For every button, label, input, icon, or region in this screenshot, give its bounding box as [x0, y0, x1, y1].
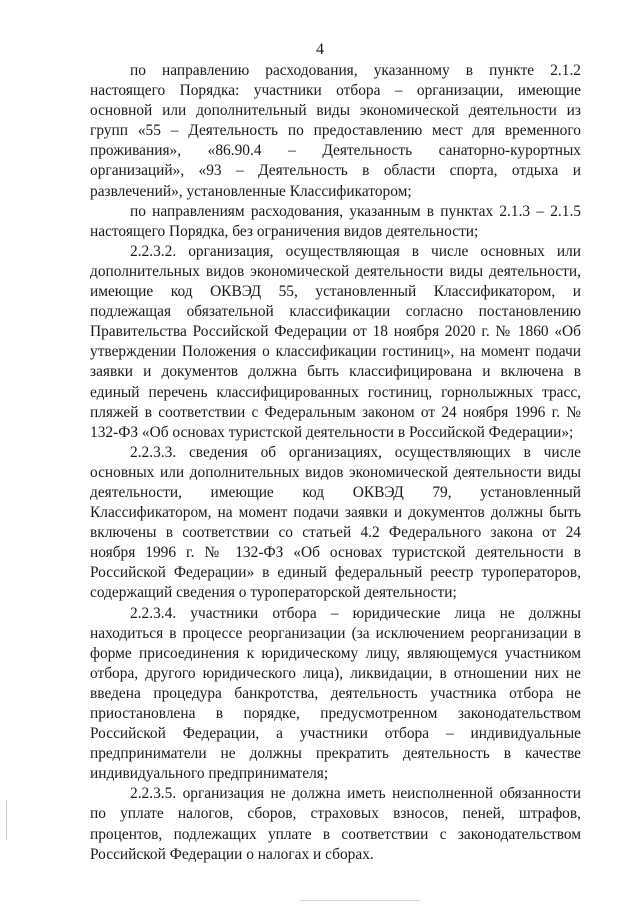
paragraph-2-2-3-2: 2.2.3.2. организация, осуществляющая в числе основных или дополнительных видов экономической деятельности виды деятельности, имеющие код ОКВЭД 55, установленный Классификатором, и подлежащая обязательной классификации согласно постановлению Правительства Российской Федерации от 18 ноября 2020 г. № 1860 «Об утверждении Положения о классификации гостиниц», на момент подачи заявки и документов должна быть классифицирована и включена в единый перечень классифицированных гостиниц, горнолыжных трасс, пляжей в соответствии с Федеральным законом от 24 ноября 1996 г. № 132-ФЗ «Об основах туристской деятельности в Российской Федерации»; — [90, 242, 581, 441]
paragraph-2-2-3-4: 2.2.3.4. участники отбора – юридические лица не должны находиться в процессе реорганизации (за исключением реорганизации в форме присоединения к юридическому лицу, являющемуся участником отбора, другого юридического лица), ликвидации, в отношении них не введена процедура банкротства, деятельность участника отбора не приостановлена в порядке, предусмотренном законодательством Российской Федерации, а участники отбора – индивидуальные предприниматели не должны прекратить деятельность в качестве индивидуального предпринимателя; — [90, 604, 581, 783]
scan-edge-mark — [6, 800, 7, 840]
paragraph-2-2-3-5: 2.2.3.5. организация не должна иметь неисполненной обязанности по уплате налогов, сборов, страховых взносов, пеней, штрафов, процентов, подлежащих уплате в соответствии с законодательством Российской Федерации о налогах и сборах. — [90, 785, 581, 863]
scan-bottom-mark — [300, 900, 420, 901]
paragraph-okved-groups: по направлению расходования, указанному в пункте 2.1.2 настоящего Порядка: участники отбора – организации, имеющие основной или дополнительный виды экономической деятельности из групп «55 – Деятельность по предоставлению мест для временного проживания», «86.90.4 – Деятельность санаторно-курортных организаций», «93 – Деятельность в области спорта, отдыха и развлечений», установленные Классификатором; — [90, 62, 581, 200]
document-body — [90, 61, 581, 865]
paragraph-2-2-3-3: 2.2.3.3. сведения об организациях, осуществляющих в числе основных или дополнительных видов экономической деятельности виды деятельности, имеющие код ОКВЭД 79, установленный Классификатором, на момент подачи заявки и документов должны быть включены в соответствии со статьей 4.2 Федерального закона от 24 ноября 1996 г. № 132-ФЗ «Об основах туристской деятельности в Российской Федерации» в единый федеральный реестр туроператоров, содержащий сведения о туроператорской деятельности; — [90, 443, 581, 602]
paragraph-no-restriction: по направлениям расходования, указанным в пунктах 2.1.3 – 2.1.5 настоящего Порядка, без ограничения видов деятельности; — [90, 202, 581, 240]
page-number: 4 — [316, 41, 324, 58]
